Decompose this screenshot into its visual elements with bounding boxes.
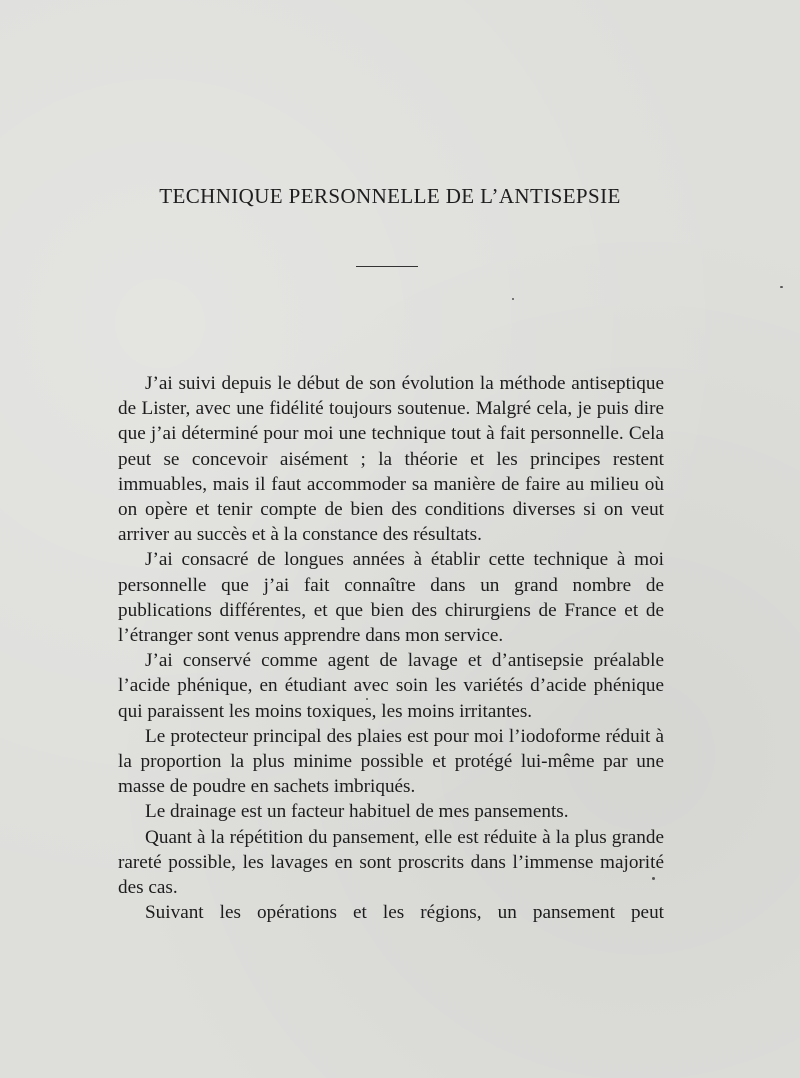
paragraph-3: J’ai conservé comme agent de lavage et d’antisepsie préalable l’acide phénique, en étudiant avec soin les variétés d’acide phénique qui paraissent les moins toxiques, les moins irritantes.	[118, 650, 664, 722]
paragraph-7: Suivant les opérations et les régions, un pansement peut	[145, 902, 664, 924]
paragraph-2: J’ai consacré de longues années à établir cette technique à moi personnelle que j’ai fait connaître dans un grand nombre de publications différentes, et que bien des chirurgiens de France et de l’étranger sont venus apprendre dans mon service.	[118, 549, 664, 647]
body-text	[118, 371, 664, 925]
paragraph-4: Le protecteur principal des plaies est pour moi l’iodoforme réduit à la proportion la plus minime possible et protégé lui-même par une masse de poudre en sachets imbriqués.	[118, 725, 664, 798]
paragraph-5: Le drainage est un facteur habituel de mes pansements.	[145, 801, 569, 823]
paper-speck	[366, 698, 368, 700]
paper-speck	[780, 286, 783, 288]
paragraph-1: J’ai suivi depuis le début de son évolution la méthode antiseptique de Lister, avec une fidélité toujours soutenue. Malgré cela, je puis dire que j’ai déterminé pour moi une technique tout à fait personnelle. Cela peut se concevoir aisément ; la théorie et les principes restent immuables, mais il faut accommoder sa manière de faire au milieu où on opère et tenir compte de bien des conditions diverses si on veut arriver au succès et à la constance des résultats.	[118, 373, 664, 546]
title-separator-rule	[356, 266, 418, 267]
paper-speck	[652, 877, 655, 880]
paragraph-6: Quant à la répétition du pansement, elle est réduite à la plus grande rareté possible, les lavages en sont proscrits dans l’immense majorité des cas.	[118, 826, 664, 899]
chapter-title: TECHNIQUE PERSONNELLE DE L’ANTISEPSIE	[159, 184, 621, 208]
paper-speck	[512, 298, 514, 300]
